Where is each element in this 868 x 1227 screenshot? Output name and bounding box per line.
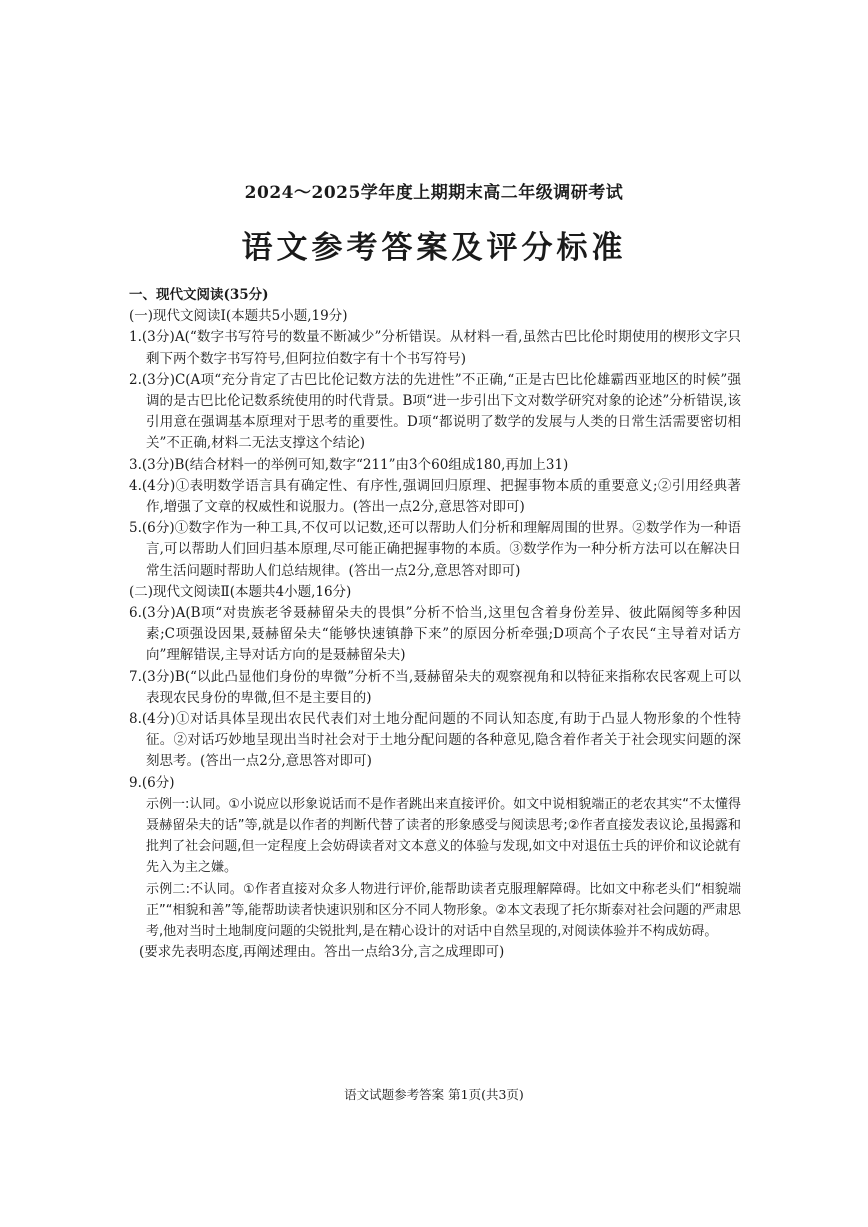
answer-item: 1.(3分)A(“数字书写符号的数量不断减少”分析错误。从材料一看,虽然古巴比伦时期使用的楔形文字只剩下两个数字书写符号,但阿拉伯数字有十个书写符号) bbox=[129, 329, 741, 367]
answer-item: 8.(4分)①对话具体呈现出农民代表们对土地分配问题的不同认知态度,有助于凸显人物形象的个性特征。②对话巧妙地呈现出当时社会对于土地分配问题的各种意见,隐含着作者关于社会现实问题的深刻思考。(答出一点2分,意思答对即可) bbox=[129, 711, 741, 770]
document-title: 语文参考答案及评分标准 bbox=[241, 230, 627, 266]
answer-content bbox=[129, 285, 741, 964]
section-heading: 一、现代文阅读(35分) bbox=[129, 287, 269, 303]
answer-item: 7.(3分)B(“以此凸显他们身份的卑微”分析不当,聂赫留朵夫的观察视角和以特征来指称农民客观上可以表现农民身份的卑微,但不是主要目的) bbox=[129, 668, 741, 706]
subsection-heading: (二)现代文阅读Ⅱ(本题共4小题,16分) bbox=[129, 583, 352, 600]
answer-item-header: 9.(6分) bbox=[129, 774, 175, 791]
answer-item: 6.(3分)A(B项“对贵族老爷聂赫留朵夫的畏惧”分析不恰当,这里包含着身份差异、彼此隔阂等多种因素;C项强设因果,聂赫留朵夫“能够快速镇静下来”的原因分析牵强;D项高个子农民“主导着对话方向”理解错误,主导对话方向的是聂赫留朵夫) bbox=[129, 605, 741, 664]
answer-item: 2.(3分)C(A项“充分肯定了古巴比伦记数方法的先进性”不正确,“正是古巴比伦雄霸西亚地区的时候”强调的是古巴比伦记数系统使用的时代背景。B项“进一步引出下文对数学研究对象的论述”分析错误,该引用意在强调基本原理对于思考的重要性。D项“都说明了数学的发展与人类的日常生活需要密切相关”不正确,材料二无法支撑这个结论) bbox=[129, 371, 742, 452]
grading-note: (要求先表明态度,再阐述理由。答出一点给3分,言之成理即可) bbox=[139, 944, 505, 961]
example-answer: 示例一:认同。①小说应以形象说话而不是作者跳出来直接评价。如文中说相貌端正的老农其实“不太懂得聂赫留朵夫的话”等,就是以作者的判断代替了读者的形象感受与阅读思考;②作者直接发表议论,虽揭露和批判了社会问题,但一定程度上会妨碍读者对文本意义的体验与发现,如文中对退伍士兵的评价和议论就有先入为主之嫌。 bbox=[146, 796, 741, 876]
exam-title: 2024～2025学年度上期期末高二年级调研考试 bbox=[244, 183, 624, 203]
subsection-heading: (一)现代文阅读Ⅰ(本题共5小题,19分) bbox=[129, 308, 348, 325]
answer-item: 4.(4分)①表明数学语言具有确定性、有序性,强调回归原理、把握事物本质的重要意义;②引用经典著作,增强了文章的权威性和说服力。(答出一点2分,意思答对即可) bbox=[129, 477, 741, 516]
answer-item: 5.(6分)①数字作为一种工具,不仅可以记数,还可以帮助人们分析和理解周围的世界。②数学作为一种语言,可以帮助人们回归基本原理,尽可能正确把握事物的本质。③数学作为一种分析方法可以在解决日常生活问题时帮助人们总结规律。(答出一点2分,意思答对即可) bbox=[129, 520, 741, 579]
example-answer: 示例二:不认同。①作者直接对众多人物进行评价,能帮助读者克服理解障碍。比如文中称老头们“相貌端正”“相貌和善”等,能帮助读者快速识别和区分不同人物形象。②本文表现了托尔斯泰对社会问题的严肃思考,他对当时土地制度问题的尖锐批判,是在精心设计的对话中自然呈现的,对阅读体验并不构成妨碍。 bbox=[146, 881, 741, 940]
answer-item: 3.(3分)B(结合材料一的举例可知,数字“211”由3个60组成180,再加上31) bbox=[129, 456, 569, 473]
page-footer: 语文试题参考答案 第1页(共3页) bbox=[344, 1087, 524, 1102]
